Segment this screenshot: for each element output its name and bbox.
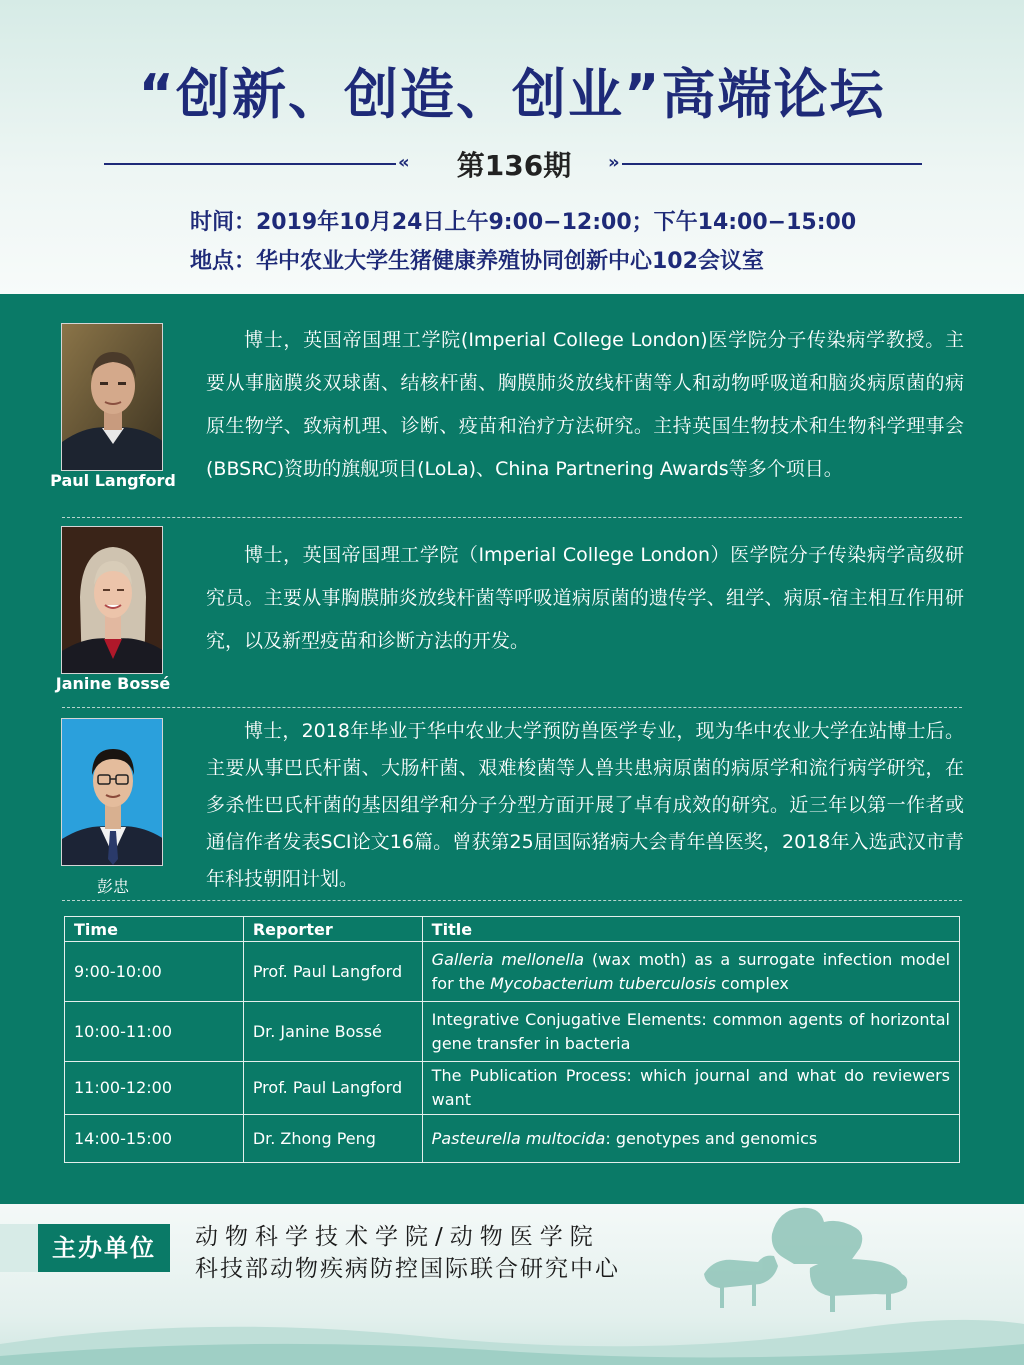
chevron-left-icon: « <box>398 152 410 173</box>
speaker-name: Paul Langford <box>50 471 176 490</box>
column-header-reporter: Reporter <box>243 917 422 942</box>
divider-right <box>622 163 922 165</box>
cell-reporter: Dr. Zhong Peng <box>243 1115 422 1163</box>
cell-title <box>422 942 959 1002</box>
cell-reporter: Prof. Paul Langford <box>243 942 422 1002</box>
event-place: 地点：华中农业大学生猪健康养殖协同创新中心102会议室 <box>190 249 764 274</box>
title-text: The Publication Process: which journal and what do reviewers want <box>431 1066 950 1109</box>
speaker-photo-peng <box>61 718 163 866</box>
page-title: “创新、创造、创业”高端论坛 <box>138 63 886 126</box>
title-text: (wax moth) as a surrogate infection model for the <box>431 949 951 993</box>
cell-time: 14:00-15:00 <box>65 1115 244 1163</box>
cell-reporter: Prof. Paul Langford <box>243 1062 422 1115</box>
table-row <box>65 1062 960 1115</box>
cell-time: 11:00-12:00 <box>65 1062 244 1115</box>
issue-row <box>104 140 922 186</box>
speaker-name: 彭忠 <box>96 877 129 896</box>
speaker-photo-langford <box>61 323 163 471</box>
title-text: complex <box>715 973 789 993</box>
host-org-1: 动物科学技术学院/动物医学院 <box>195 1224 600 1250</box>
speaker-photo-bosse <box>61 526 163 674</box>
title-italic-text: Mycobacterium tuberculosis <box>490 973 716 993</box>
schedule-table <box>64 916 960 1163</box>
table-row <box>65 1115 960 1163</box>
table-header-row <box>65 917 960 942</box>
table-row <box>65 942 960 1002</box>
dashed-divider <box>62 900 962 901</box>
host-badge-accent <box>0 1224 38 1272</box>
dashed-divider <box>62 707 962 708</box>
cell-reporter: Dr. Janine Bossé <box>243 1002 422 1062</box>
title-text: Integrative Conjugative Elements: common agents of horizontal gene transfer in bacteria <box>431 1009 950 1053</box>
speaker-bio: 博士，英国帝国理工学院（Imperial College London）医学院分子传染病学高级研究员。主要从事胸膜肺炎放线杆菌等呼吸道病原菌的遗传学、组学、病原-宿主相互作用研究，以及新型疫苗和诊断方法的开发。 <box>206 544 964 652</box>
table-row <box>65 1002 960 1062</box>
title-italic-text: Galleria mellonella <box>431 949 585 969</box>
title-italic-text: Pasteurella multocida <box>431 1128 606 1148</box>
speaker-name: Janine Bossé <box>55 674 171 693</box>
speaker-bio: 博士，2018年毕业于华中农业大学预防兽医学专业，现为华中农业大学在站博士后。主要从事巴氏杆菌、大肠杆菌、艰难梭菌等人兽共患病原菌的病原学和流行病学研究，在多杀性巴氏杆菌的基因组学和分子分型方面开展了卓有成效的研究。近三年以第一作者或通信作者发表SCI论文16篇。曾获第25届国际猪病大会青年兽医奖，2018年入选武汉市青年科技朝阳计划。 <box>206 720 964 890</box>
footer <box>0 1204 1024 1365</box>
issue-number: 第136期 <box>456 149 572 182</box>
column-header-title: Title <box>422 917 959 942</box>
host-label: 主办单位 <box>38 1224 170 1272</box>
cell-time: 10:00-11:00 <box>65 1002 244 1062</box>
speaker-bio: 博士，英国帝国理工学院(Imperial College London)医学院分子传染病学教授。主要从事脑膜炎双球菌、结核杆菌、胸膜肺炎放线杆菌等人和动物呼吸道和脑炎病原菌的病原生物学、致病机理、诊断、疫苗和治疗方法研究。主持英国生物技术和生物科学理事会(BBSRC)资助的旗舰项目(LoLa)、China Partnering Awards等多个项目。 <box>206 329 964 480</box>
schedule-body <box>65 942 960 1163</box>
dashed-divider <box>62 517 962 518</box>
host-org-2: 科技部动物疾病防控国际联合研究中心 <box>195 1256 620 1282</box>
event-time: 时间：2019年10月24日上午9:00−12:00；下午14:00−15:00 <box>190 210 857 235</box>
footer-hills <box>0 1304 1024 1365</box>
chevron-right-icon: » <box>608 152 620 173</box>
title-text: : genotypes and genomics <box>605 1128 818 1148</box>
cell-time: 9:00-10:00 <box>65 942 244 1002</box>
cell-title <box>422 1062 959 1115</box>
cell-title <box>422 1002 959 1062</box>
header <box>0 0 1024 294</box>
column-header-time: Time <box>65 917 244 942</box>
cell-title <box>422 1115 959 1163</box>
divider-left <box>104 163 396 165</box>
